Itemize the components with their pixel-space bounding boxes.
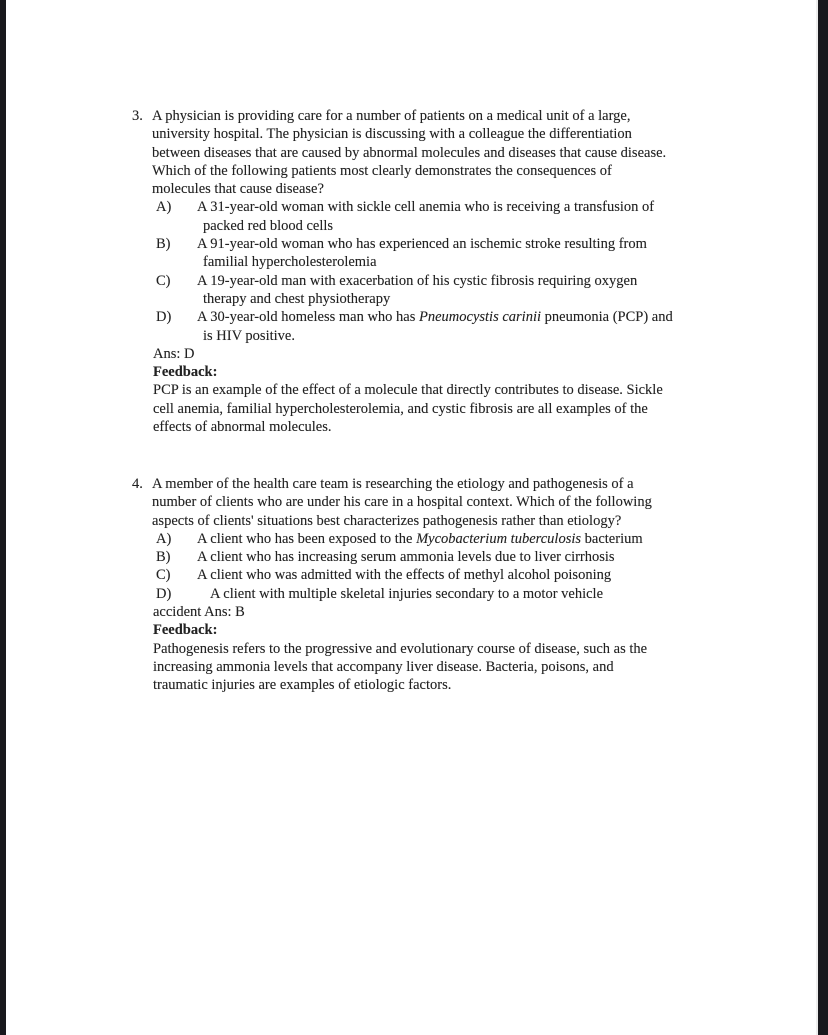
stem-line: aspects of clients' situations best characterizes pathogenesis rather than etiology? — [152, 512, 622, 529]
answer-line: accident Ans: B — [153, 604, 245, 621]
option-letter: A) — [156, 199, 172, 216]
option-letter: B) — [156, 549, 171, 566]
option-letter: D) — [156, 309, 172, 326]
option-line: A) A client who has been exposed to the Mycobacterium tuberculosis bacterium — [156, 530, 643, 547]
option-line: C) A 19-year-old man with exacerbation of his cystic fibrosis requiring oxygen — [156, 272, 638, 289]
stem-line: between diseases that are caused by abnormal molecules and diseases that cause disease. — [152, 144, 667, 161]
question-number: 4. — [132, 476, 143, 492]
answer-line: Ans: D — [153, 345, 195, 362]
feedback-label: Feedback: — [153, 364, 218, 381]
right-screen-edge — [818, 0, 828, 1035]
feedback-line: effects of abnormal molecules. — [153, 419, 332, 436]
option-line: A) A 31-year-old woman with sickle cell anemia who is receiving a transfusion of — [156, 199, 655, 216]
option-line: B) A 91-year-old woman who has experienced an ischemic stroke resulting from — [156, 236, 647, 253]
option-continuation-line: therapy and chest physiotherapy — [203, 290, 391, 307]
option-line: B) A client who has increasing serum ammonia levels due to liver cirrhosis — [156, 549, 615, 566]
feedback-line: cell anemia, familial hypercholesterolemia, and cystic fibrosis are all examples of the — [153, 400, 648, 417]
feedback-label: Feedback: — [153, 622, 218, 639]
option-letter: D) — [156, 585, 172, 602]
feedback-line: traumatic injuries are examples of etiologic factors. — [153, 677, 452, 694]
stem-line: university hospital. The physician is discussing with a colleague the differentiation — [152, 126, 632, 143]
feedback-line: PCP is an example of the effect of a molecule that directly contributes to disease. Sickle — [153, 382, 663, 399]
italic-term: Pneumocystis carinii — [419, 309, 542, 326]
stem-line: 4. A member of the health care team is researching the etiology and pathogenesis of a — [132, 476, 634, 492]
stem-line: number of clients who are under his care in a hospital context. Which of the following — [152, 494, 652, 511]
stem-line: Which of the following patients most clearly demonstrates the consequences of — [152, 162, 612, 179]
option-letter: B) — [156, 236, 171, 253]
feedback-line: Pathogenesis refers to the progressive and evolutionary course of disease, such as the — [153, 640, 648, 657]
option-continuation-line: is HIV positive. — [203, 327, 295, 344]
stem-line: 3. A physician is providing care for a number of patients on a medical unit of a large, — [132, 108, 631, 124]
option-line: D) A 30-year-old homeless man who has Pneumocystis carinii pneumonia (PCP) and — [156, 309, 673, 326]
option-letter: C) — [156, 567, 171, 584]
question-block-4 — [0, 475, 828, 695]
option-line: C) A client who was admitted with the effects of methyl alcohol poisoning — [156, 567, 612, 584]
stem-line: molecules that cause disease? — [152, 181, 324, 198]
italic-term: Mycobacterium tuberculosis — [416, 530, 582, 547]
feedback-line: increasing ammonia levels that accompany liver disease. Bacteria, poisons, and — [153, 658, 614, 675]
option-continuation-line: packed red blood cells — [203, 217, 334, 234]
option-letter: A) — [156, 530, 172, 547]
option-letter: C) — [156, 272, 171, 289]
left-screen-edge — [0, 0, 6, 1035]
option-continuation-line: familial hypercholesterolemia — [203, 254, 377, 271]
question-number: 3. — [132, 108, 143, 124]
question-block-3 — [0, 107, 828, 436]
option-line: D) A client with multiple skeletal injuries secondary to a motor vehicle — [156, 585, 604, 602]
